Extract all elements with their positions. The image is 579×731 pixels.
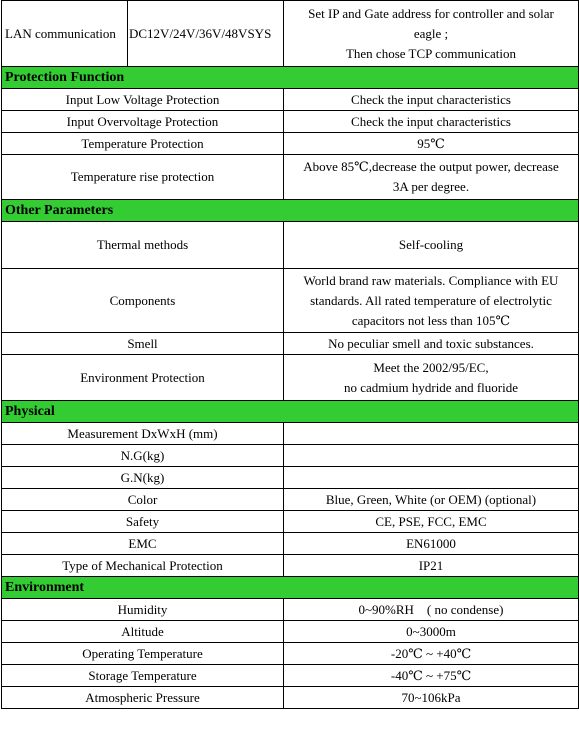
lan-label: LAN communication [2,1,128,67]
row-value-line: Meet the 2002/95/EC, [373,359,489,375]
row-value-line: 3A per degree. [392,179,470,194]
row-value [284,467,579,489]
table-row [2,687,579,709]
row-label: Humidity [2,599,284,621]
row-value: EN61000 [284,533,579,555]
row-label: Safety [2,511,284,533]
row-label: Smell [2,333,284,355]
table-row [2,555,579,577]
table-row [2,89,579,111]
row-value-line: no cadmium hydride and fluoride [343,379,518,395]
row-value [284,423,579,445]
table-row [2,423,579,445]
spec-sheet [1,0,578,709]
row-value: 70~106kPa [284,687,579,709]
section-title: Protection Function [2,67,579,89]
row-value: 0~90%RH ( no condense) [284,599,579,621]
lan-voltage: DC12V/24V/36V/48VSYS [128,1,284,67]
table-row [2,133,579,155]
lan-description [284,1,579,67]
table-row [2,155,579,200]
table-row [2,665,579,687]
lan-row [2,1,579,67]
row-label: Storage Temperature [2,665,284,687]
row-label: EMC [2,533,284,555]
row-label: Atmospheric Pressure [2,687,284,709]
row-value-line: World brand raw materials. Compliance with EU [303,272,559,288]
row-label: Type of Mechanical Protection [2,555,284,577]
lan-desc-line: Set IP and Gate address for controller and solar [308,5,554,21]
lan-desc-line: eagle ; [413,25,449,41]
row-label: Color [2,489,284,511]
row-value [284,355,579,401]
section-header-protection [2,67,579,89]
lan-desc-line: Then chose TCP communication [345,45,517,61]
row-value: IP21 [284,555,579,577]
table-row [2,643,579,665]
row-value [284,269,579,333]
table-row [2,355,579,401]
row-label: Operating Temperature [2,643,284,665]
row-value: CE, PSE, FCC, EMC [284,511,579,533]
section-title: Environment [2,577,579,599]
row-value: 95℃ [284,133,579,155]
section-header-other [2,200,579,222]
row-label: Environment Protection [2,355,284,401]
spec-table [1,0,579,709]
row-label: Altitude [2,621,284,643]
table-row [2,269,579,333]
row-value-line: capacitors not less than 105℃ [351,312,511,328]
row-label: G.N(kg) [2,467,284,489]
row-label: Measurement DxWxH (mm) [2,423,284,445]
row-label: Temperature Protection [2,133,284,155]
table-row [2,599,579,621]
row-value [284,445,579,467]
row-label: Components [2,269,284,333]
row-value: Blue, Green, White (or OEM) (optional) [284,489,579,511]
section-header-environment [2,577,579,599]
row-value: Check the input characteristics [284,89,579,111]
row-label: Temperature rise protection [2,155,284,200]
row-value-line: standards. All rated temperature of electrolytic [310,292,552,308]
table-row [2,222,579,269]
table-row [2,621,579,643]
row-value-line: Above 85℃,decrease the output power, decrease [303,159,559,174]
row-value: No peculiar smell and toxic substances. [284,333,579,355]
section-title: Other Parameters [2,200,579,222]
row-label: Thermal methods [2,222,284,269]
row-value [284,155,579,200]
row-label: Input Overvoltage Protection [2,111,284,133]
row-value: Self-cooling [284,222,579,269]
row-value: -20℃ ~ +40℃ [284,643,579,665]
row-label: Input Low Voltage Protection [2,89,284,111]
table-row [2,445,579,467]
table-row [2,511,579,533]
table-row [2,467,579,489]
table-row [2,489,579,511]
table-row [2,333,579,355]
row-value: -40℃ ~ +75℃ [284,665,579,687]
section-header-physical [2,401,579,423]
table-row [2,533,579,555]
row-value: Check the input characteristics [284,111,579,133]
table-row [2,111,579,133]
section-title: Physical [2,401,579,423]
row-label: N.G(kg) [2,445,284,467]
row-value: 0~3000m [284,621,579,643]
